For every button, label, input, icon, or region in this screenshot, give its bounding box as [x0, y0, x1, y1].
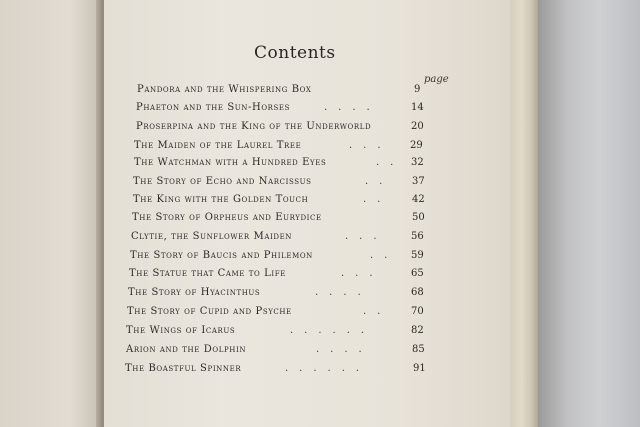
toc-leader-dots: ...: [349, 140, 392, 151]
toc-entry: [133, 194, 463, 208]
toc-entry-page: 85: [412, 344, 425, 355]
toc-entry-page: 29: [410, 140, 423, 151]
toc-leader-dots: ....: [316, 344, 373, 355]
toc-entry-title: The Story of Orpheus and Eurydice: [132, 212, 322, 223]
toc-entry-page: 9: [414, 84, 421, 95]
toc-entry-page: 68: [411, 287, 424, 298]
toc-entry: [134, 140, 464, 154]
toc-entry-page: 32: [411, 157, 424, 168]
toc-entry-page: 82: [411, 325, 424, 336]
toc-leader-dots: ..: [370, 250, 399, 261]
toc-entry-title: The Maiden of the Laurel Tree: [134, 140, 302, 151]
toc-entry-page: 65: [411, 268, 424, 279]
toc-leader-dots: ..: [363, 306, 392, 317]
toc-entry-title: The Wings of Icarus: [126, 325, 236, 336]
toc-entry-page: 70: [411, 306, 424, 317]
toc-entry-title: Clytie, the Sunflower Maiden: [131, 231, 293, 242]
toc-leader-dots: ......: [285, 363, 371, 374]
toc-entry: [132, 212, 462, 226]
toc-entry-title: The King with the Golden Touch: [133, 194, 309, 205]
toc-entry-title: Phaeton and the Sun-Horses: [136, 102, 291, 113]
toc-entry-title: The Boastful Spinner: [125, 363, 242, 374]
toc-entry: [133, 176, 463, 190]
toc-entry-page: 56: [411, 231, 424, 242]
toc-leader-dots: ...: [345, 231, 388, 242]
toc-entry-title: Pandora and the Whispering Box: [137, 84, 312, 95]
toc-leader-dots: ..: [376, 157, 405, 168]
toc-leader-dots: ....: [315, 287, 372, 298]
toc-entry-page: 59: [411, 250, 424, 261]
toc-entry: [131, 231, 461, 245]
toc-entry: [136, 102, 466, 116]
toc-entry-page: 42: [412, 194, 425, 205]
toc-entry-page: 50: [412, 212, 425, 223]
toc-entry-title: Proserpina and the King of the Underworld: [136, 121, 372, 132]
toc-entry-page: 37: [412, 176, 425, 187]
toc-leader-dots: ...: [341, 268, 384, 279]
toc-entry-title: Arion and the Dolphin: [126, 344, 247, 355]
toc-leader-dots: ..: [365, 176, 394, 187]
toc-entry-title: The Statue that Came to Life: [129, 268, 286, 279]
toc-entry: [126, 344, 456, 358]
toc-entry-page: 20: [411, 121, 424, 132]
toc-entry: [134, 157, 464, 171]
toc-entry-title: The Story of Baucis and Philemon: [130, 250, 313, 261]
toc-entry-title: The Story of Cupid and Psyche: [127, 306, 292, 317]
toc-entry: [125, 363, 455, 377]
page-column-header: page: [424, 74, 449, 85]
toc-entry-page: 91: [413, 363, 426, 374]
toc-leader-dots: ....: [324, 102, 381, 113]
toc-entry: [128, 287, 458, 301]
toc-entry: [129, 268, 459, 282]
toc-leader-dots: ..: [363, 194, 392, 205]
toc-entry-page: 14: [411, 102, 424, 113]
toc-entry-title: The Story of Hyacinthus: [128, 287, 261, 298]
page-title: Contents: [254, 43, 336, 63]
toc-entry-title: The Story of Echo and Narcissus: [133, 176, 312, 187]
toc-entry: [137, 84, 467, 98]
toc-entry: [127, 306, 457, 320]
toc-entry: [130, 250, 460, 264]
toc-entry: [136, 121, 466, 135]
toc-leader-dots: ......: [290, 325, 376, 336]
toc-entry-title: The Watchman with a Hundred Eyes: [134, 157, 327, 168]
toc-entry: [126, 325, 456, 339]
